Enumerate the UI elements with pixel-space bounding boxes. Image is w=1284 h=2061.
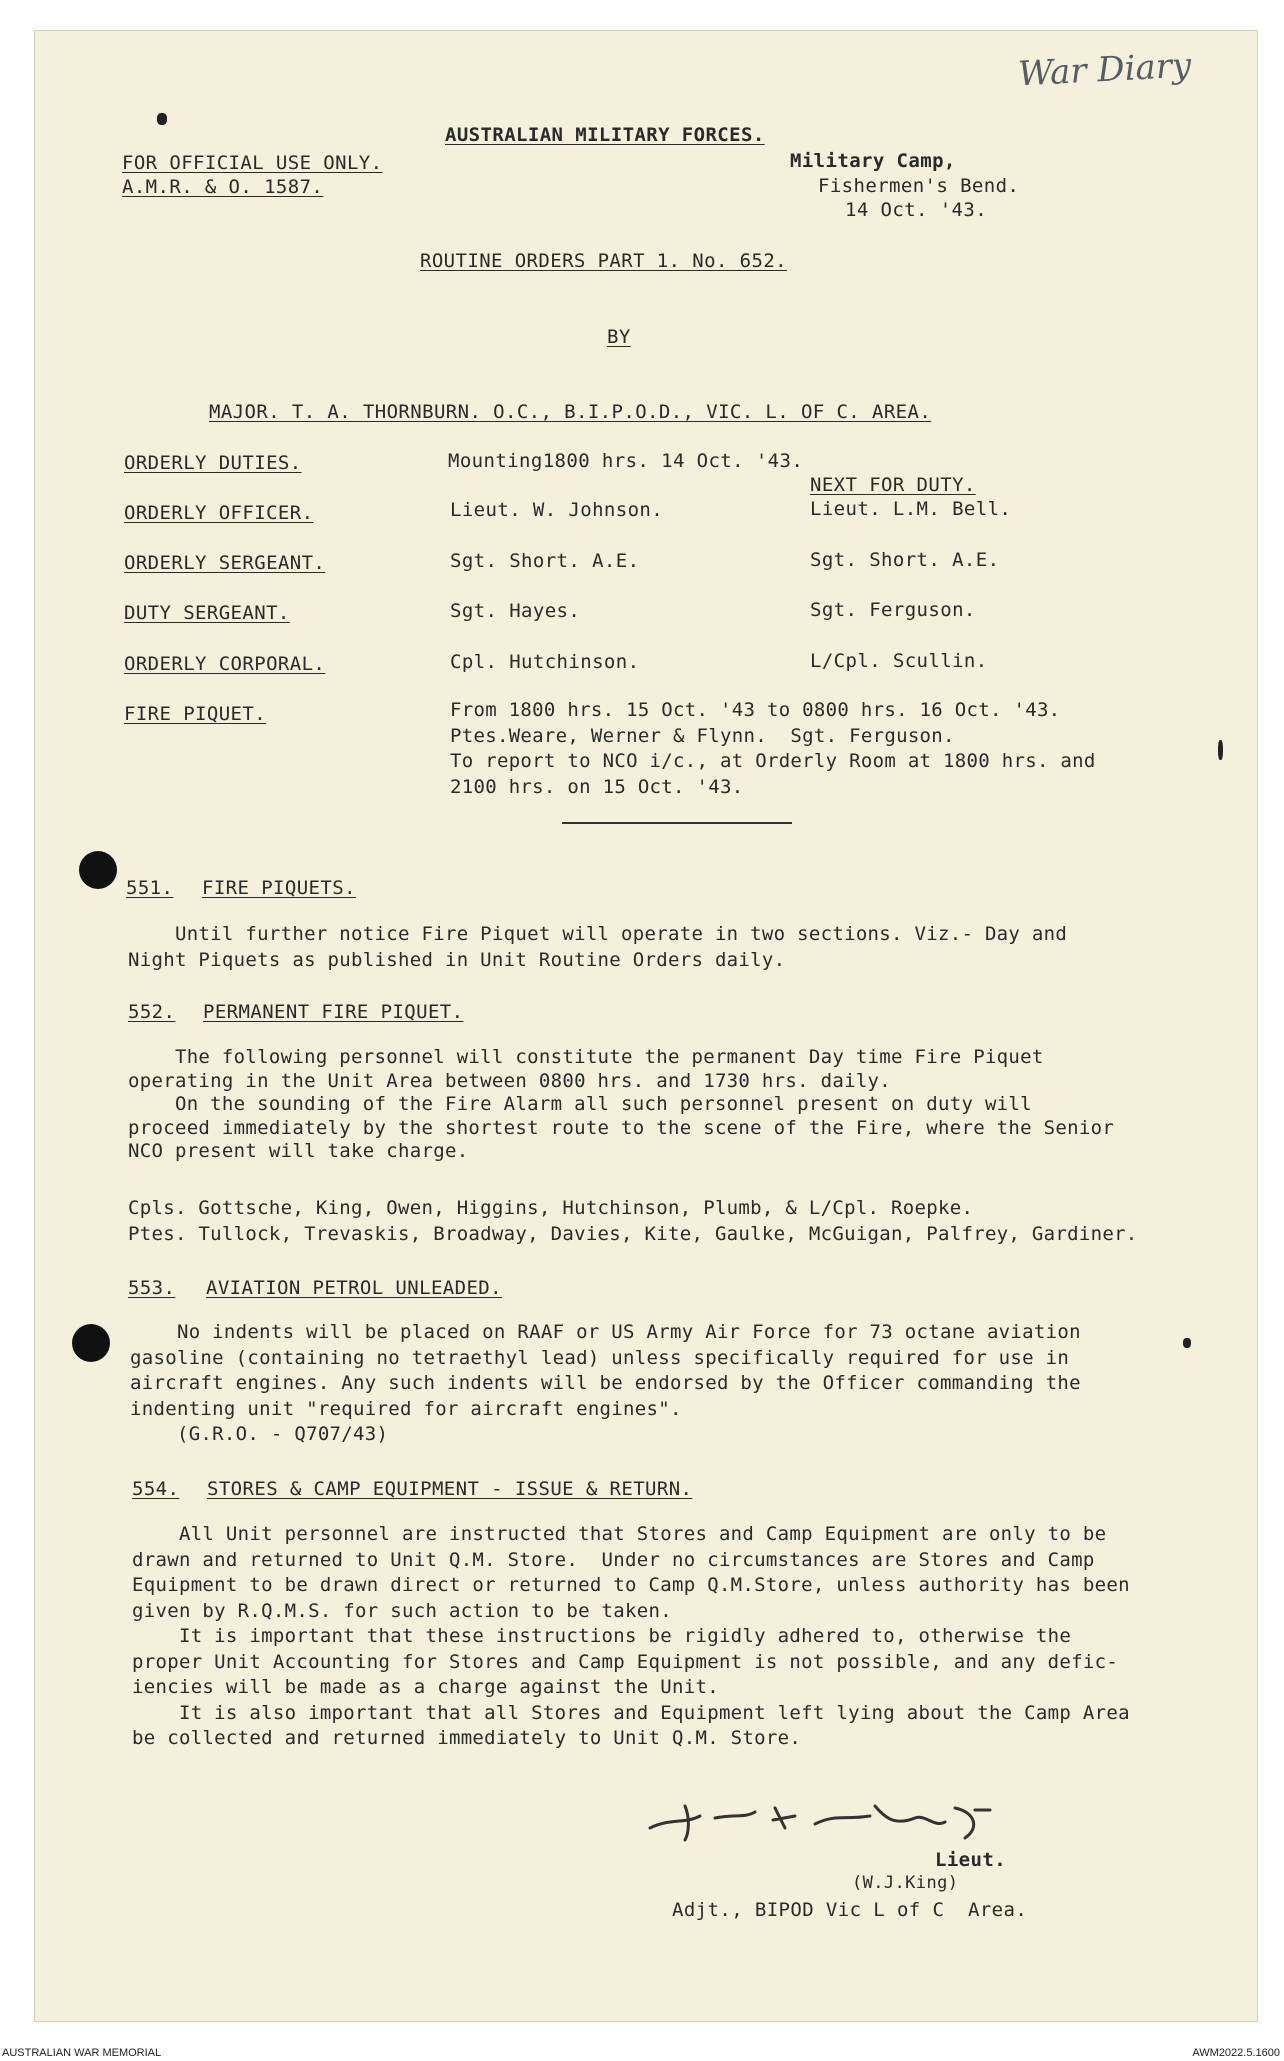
handwritten-signature bbox=[645, 1788, 1045, 1848]
signature-name: (W.J.King) bbox=[852, 1873, 959, 1893]
ink-speck bbox=[157, 113, 167, 125]
duty-label: ORDERLY CORPORAL. bbox=[124, 653, 326, 675]
duty-current: Sgt. Hayes. bbox=[450, 600, 581, 622]
section-number: 554. bbox=[132, 1478, 180, 1500]
punch-hole-top bbox=[79, 851, 117, 889]
handwritten-note: War Diary bbox=[1017, 45, 1193, 95]
document-title: AUSTRALIAN MILITARY FORCES. bbox=[445, 124, 765, 146]
section-body: No indents will be placed on RAAF or US Army Air Force for 73 octane aviation gasoline (containing no tetraethyl lead) unless specifically required for use in aircraft engines. Any such indents will be endorsed by the Officer commanding the indenting unit "required for aircraft engines". (G.R.O. - Q707/43) bbox=[130, 1321, 1081, 1445]
duty-current: Cpl. Hutchinson. bbox=[450, 651, 640, 673]
next-for-duty-header: NEXT FOR DUTY. bbox=[810, 474, 976, 496]
location: Military Camp, bbox=[790, 150, 956, 172]
by-label: BY bbox=[607, 326, 631, 348]
amr-reference: A.M.R. & O. 1587. bbox=[122, 176, 324, 198]
duty-next: Sgt. Short. A.E. bbox=[810, 549, 1000, 571]
footer-reference: AWM2022.5.1600 bbox=[1192, 2047, 1280, 2059]
section-number: 553. bbox=[128, 1277, 176, 1299]
place: Fishermen's Bend. bbox=[818, 175, 1020, 197]
ink-speck bbox=[1183, 1338, 1191, 1348]
signature-title: Adjt., BIPOD Vic L of C Area. bbox=[672, 1899, 1028, 1921]
signature-rank: Lieut. bbox=[935, 1849, 1007, 1871]
section-number: 551. bbox=[126, 877, 174, 899]
duty-next: L/Cpl. Scullin. bbox=[810, 650, 988, 672]
punch-hole-bottom bbox=[72, 1324, 110, 1362]
section-title: AVIATION PETROL UNLEADED. bbox=[206, 1277, 502, 1299]
fire-piquet-label: FIRE PIQUET. bbox=[124, 703, 267, 725]
order-title: ROUTINE ORDERS PART 1. No. 652. bbox=[420, 250, 788, 272]
duty-next: Lieut. L.M. Bell. bbox=[810, 498, 1012, 520]
fire-piquet-details: From 1800 hrs. 15 Oct. '43 to 0800 hrs. 16 Oct. '43. Ptes.Weare, Werner & Flynn. Sgt. Ferguson. To report to NCO i/c., at Orderly Room at 1800 hrs. and 2100 hrs. on 15 Oct. '43. bbox=[450, 699, 1096, 798]
duty-label: DUTY SERGEANT. bbox=[124, 602, 290, 624]
section-body: The following personnel will constitute the permanent Day time Fire Piquet operating in the Unit Area between 0800 hrs. and 1730 hrs. daily. On the sounding of the Fire Alarm all such personnel present on duty will proceed immediately by the shortest route to the scene of the Fire, where the Senior NCO present will take charge. bbox=[128, 1046, 1115, 1162]
section-title: FIRE PIQUETS. bbox=[202, 877, 356, 899]
issuer: MAJOR. T. A. THORNBURN. O.C., B.I.P.O.D., VIC. L. OF C. AREA. bbox=[209, 401, 932, 423]
divider-rule bbox=[562, 822, 792, 824]
duty-next: Sgt. Ferguson. bbox=[810, 599, 976, 621]
footer-source: AUSTRALIAN WAR MEMORIAL bbox=[2, 2047, 162, 2059]
section-body: Until further notice Fire Piquet will operate in two sections. Viz.- Day and Night Piquets as published in Unit Routine Orders daily. bbox=[128, 923, 1068, 971]
section-title: PERMANENT FIRE PIQUET. bbox=[203, 1001, 464, 1023]
duties-heading: ORDERLY DUTIES. bbox=[124, 452, 302, 474]
section-body: All Unit personnel are instructed that Stores and Camp Equipment are only to be drawn and returned to Unit Q.M. Store. Under no circumstances are Stores and Camp Equipment to be drawn direct or returned to Camp Q.M.Store, unless authority has been given by R.Q.M.S. for such action to be taken. It is important that these instructions be rigidly adhered to, otherwise the proper Unit Accounting for Stores and Camp Equipment is not possible, and any defic- iencies will be made as a charge against the Unit. It is also important that all Stores and Equipment left lying about the Camp Area be collected and returned immediately to Unit Q.M. Store. bbox=[132, 1523, 1130, 1749]
mounting-time: Mounting1800 hrs. 14 Oct. '43. bbox=[448, 450, 804, 472]
piquet-names: Cpls. Gottsche, King, Owen, Higgins, Hutchinson, Plumb, & L/Cpl. Roepke. Ptes. Tullock, Trevaskis, Broadway, Davies, Kite, Gaulke, McGuigan, Palfrey, Gardiner. bbox=[128, 1197, 1138, 1245]
duty-label: ORDERLY SERGEANT. bbox=[124, 552, 326, 574]
duty-label: ORDERLY OFFICER. bbox=[124, 502, 314, 524]
ink-speck bbox=[1218, 740, 1223, 760]
document-date: 14 Oct. '43. bbox=[845, 199, 988, 221]
restriction-label: FOR OFFICIAL USE ONLY. bbox=[122, 152, 383, 174]
duty-current: Lieut. W. Johnson. bbox=[450, 499, 664, 521]
section-number: 552. bbox=[128, 1001, 176, 1023]
duty-current: Sgt. Short. A.E. bbox=[450, 550, 640, 572]
section-title: STORES & CAMP EQUIPMENT - ISSUE & RETURN. bbox=[207, 1478, 693, 1500]
